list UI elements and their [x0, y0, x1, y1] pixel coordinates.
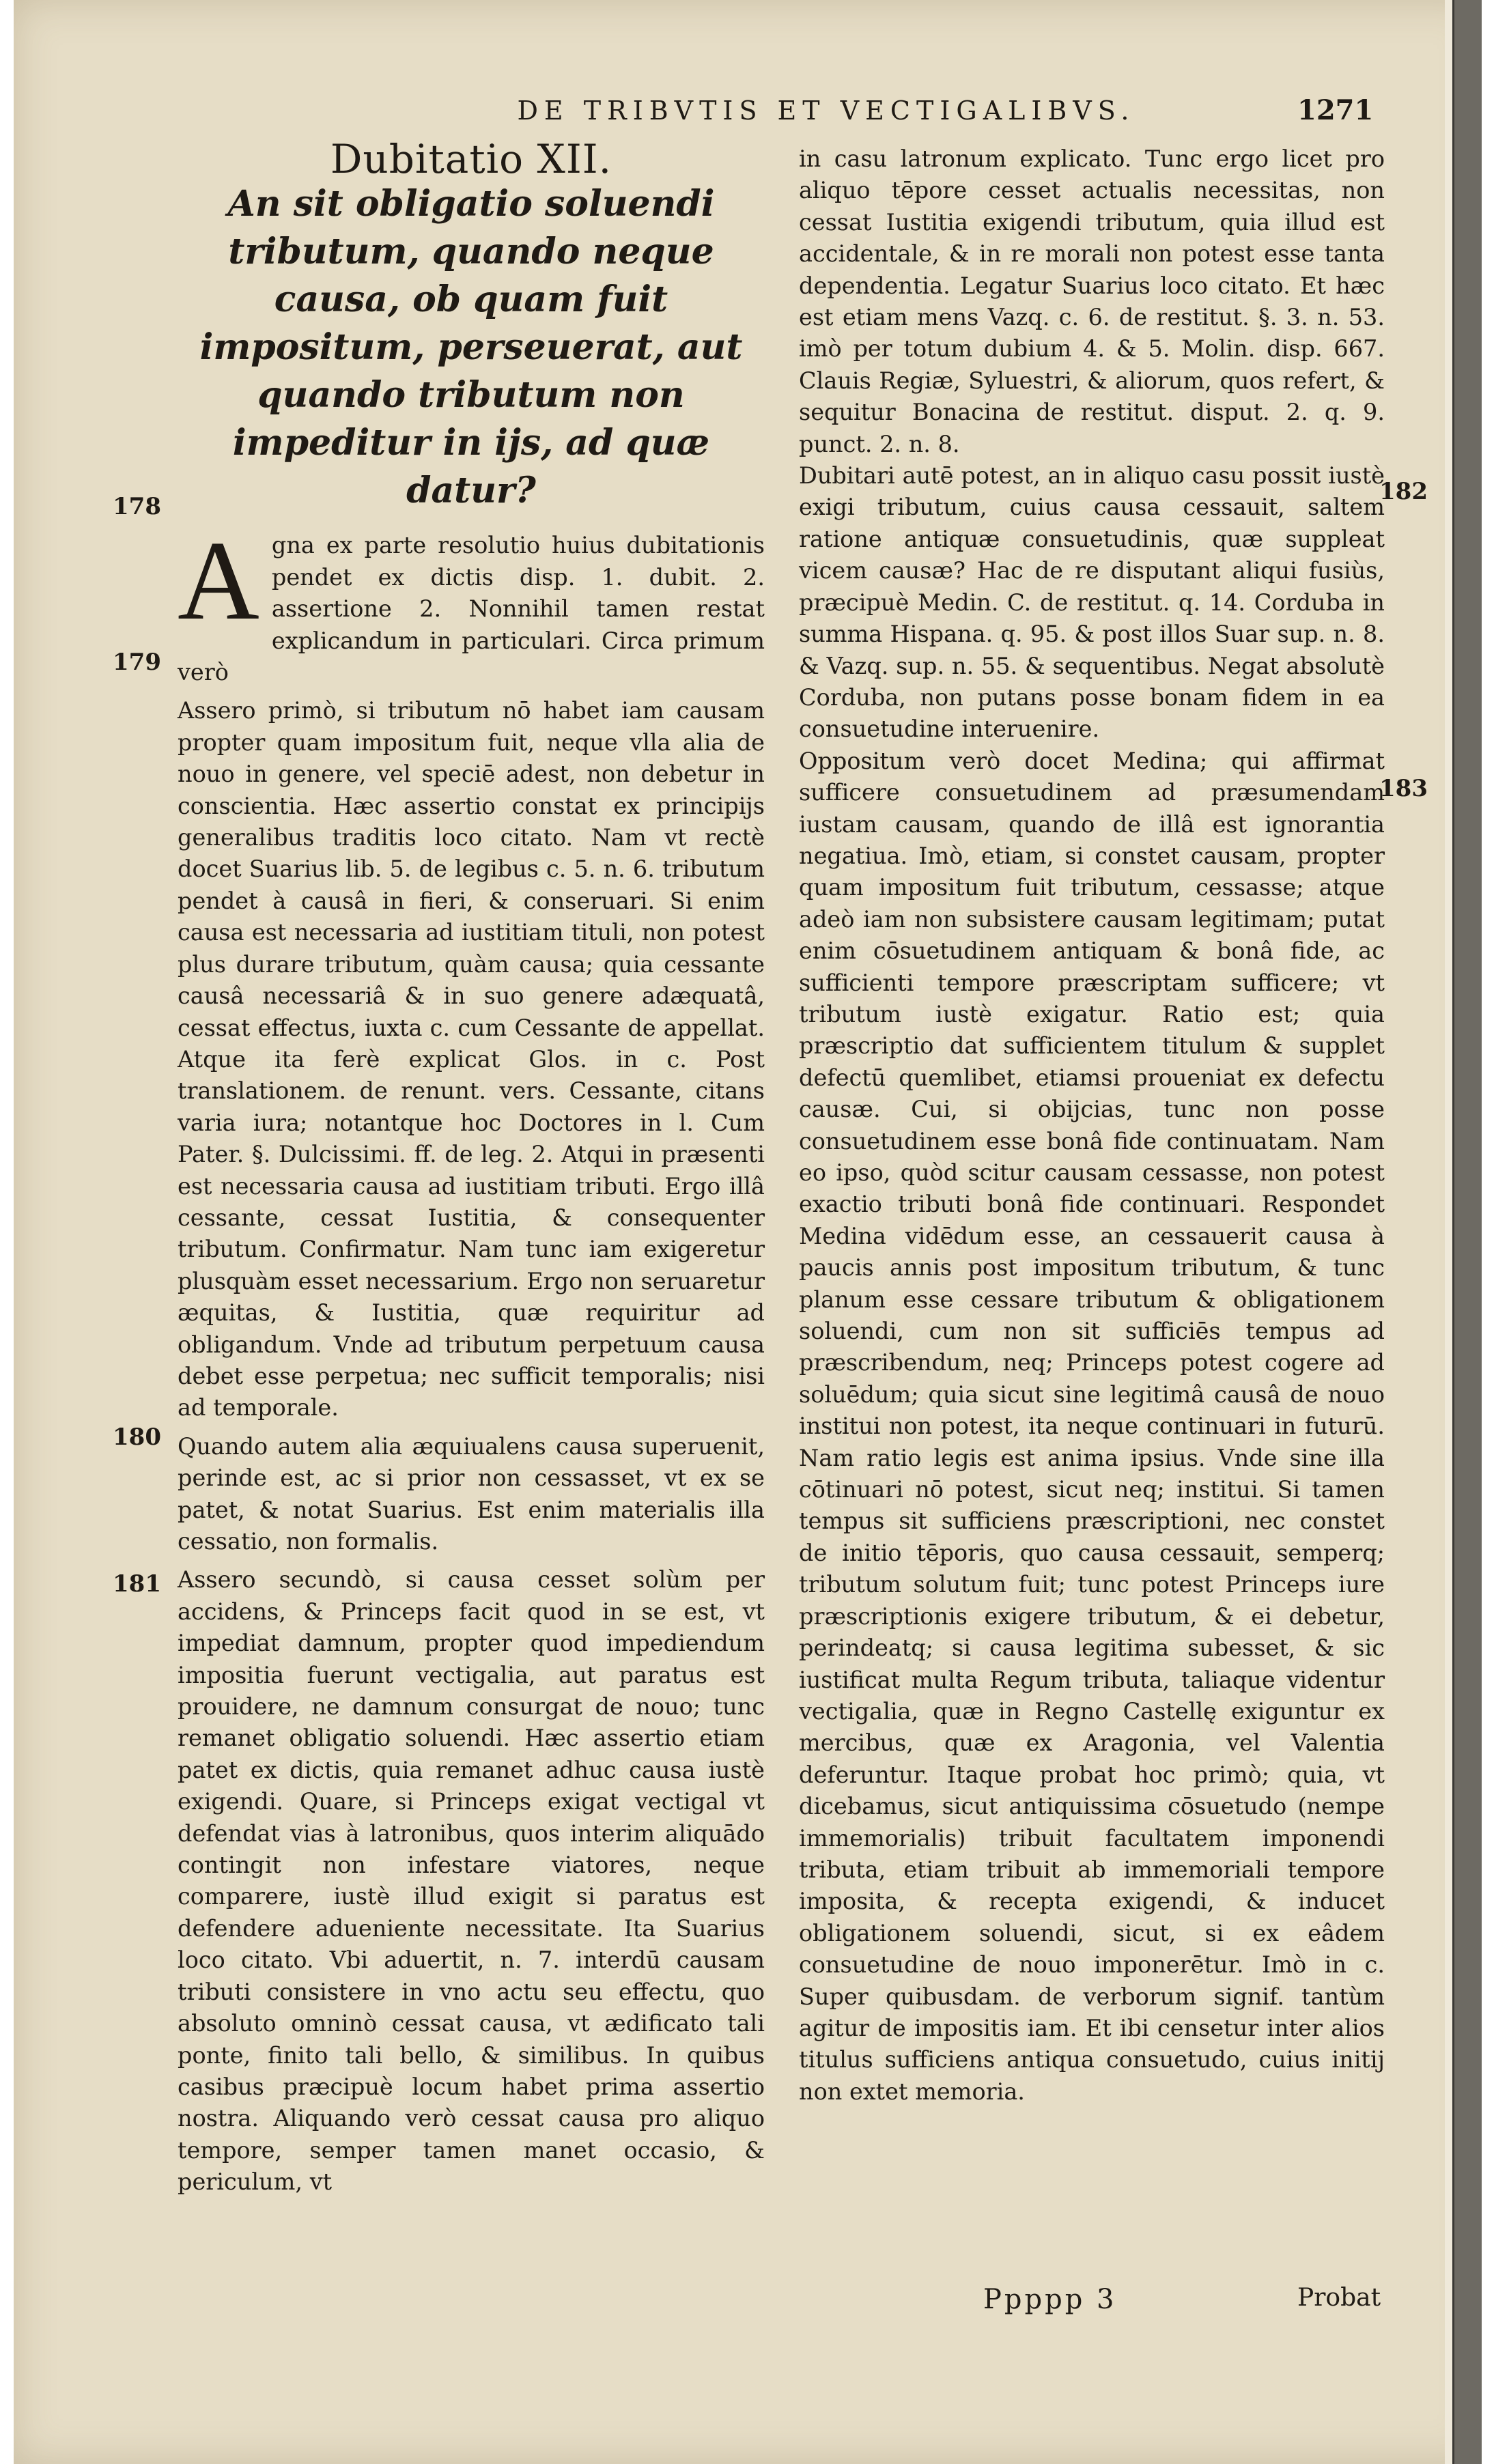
left-column — [178, 136, 765, 2198]
paragraph-179: Assero primò, si tributum nō habet iam causam propter quam impositum fuit, neque vlla alia de nouo in genere, vel speciē adest, non debetur in conscientia. Hæc assertio constat ex principijs generalibus traditis loco citato. Nam vt rectè docet Suarius lib. 5. de legibus c. 5. n. 6. tributum pendet à causâ in fieri, & conseruari. Si enim causa est necessaria ad iustitiam tituli, non potest plus durare tributum, quàm causa; quia cessante causâ necessariâ & in suo genere adæquatâ, cessat effectus, iuxta c. cum Cessante de appellat. Atque ita ferè explicat Glos. in c. Post translationem. de renunt. vers. Cessante, citans varia iura; notantque hoc Doctores in l. Cum Pater. §. Dulcissimi. ff. de leg. 2. Atqui in præsenti est necessaria causa ad iustitiam tributi. Ergo illâ cessante, cessat Iustitia, & consequenter tributum. Confirmatur. Nam tunc iam exigeretur plusquàm esset necessarium. Ergo non seruaretur æquitas, & Iustitia, quæ requiritur ad obligandum. Vnde ad tributum perpetuum causa debet esse perpetua; nec sufficit temporalis; nisi ad temporale. — [178, 697, 765, 1421]
running-head: DE TRIBVTIS ET VECTIGALIBVS. — [517, 96, 1136, 126]
paragraph-178: Agna ex parte resolutio huius dubitationis pendet ex dictis disp. 1. dubit. 2. assertione 2. Nonnihil tamen restat explicandum in particulari. Circa primum verò — [178, 518, 765, 686]
right-column — [799, 143, 1385, 2108]
question-heading: An sit obligatio soluendi tributum, quando neque causa, ob quam fuit impositum, perseuerat, aut quando tributum non impeditur in ijs, ad quæ datur? — [199, 183, 743, 512]
paragraph-181: Assero secundò, si causa cesset solùm per accidens, & Princeps facit quod in se est, vt impediat damnum, propter quod impediendum impositia fuerunt vectigalia, aut paratus est prouidere, ne damnum consurgat de nouo; tunc remanet obligatio soluendi. Hæc assertio etiam patet ex dictis, quia remanet adhuc causa iustè exigendi. Quare, si Princeps exigat vectigal vt defendat vias à latronibus, quos interim aliquādo contingit non infestare viatores, neque comparere, iustè illud exigit si paratus est defendere adueniente necessitate. Ita Suarius loco citato. Vbi aduertit, n. 7. interdū causam tributi consistere in vno actu seu effectu, quo absoluto omninò cessat causa, vt ædificato tali ponte, finito tali bello, & similibus. In quibus casibus præcipuè locum habet prima assertio nostra. Aliquando verò cessat causa pro aliquo tempore, semper tamen manet occasio, & periculum, vt — [178, 1566, 765, 2196]
paragraph-180: Quando autem alia æquiualens causa superuenit, perinde est, ac si prior non cessasset, vt ex se patet, & notat Suarius. Est enim materialis illa cessatio, non formalis. — [178, 1432, 765, 1555]
signature-mark: Ppppp 3 — [983, 2284, 1117, 2315]
section-title: Dubitatio XII. — [330, 136, 612, 182]
page-edge-dark — [1452, 0, 1482, 2464]
margin-number-183: 183 — [1379, 775, 1428, 802]
margin-number-179: 179 — [113, 649, 161, 676]
paragraph-181-cont: in casu latronum explicato. Tunc ergo licet pro aliquo tēpore cesset actualis necessitas, non cessat Iustitia exigendi tributum, quia illud est accidentale, & in re morali non potest esse tanta dependentia. Legatur Suarius loco citato. Et hæc est etiam mens Vazq. c. 6. de restitut. §. 3. n. 53. imò per totum dubium 4. & 5. Molin. disp. 667. Clauis Regiæ, Syluestri, & aliorum, quos refert, & sequitur Bonacina de restitut. disput. 2. q. 9. punct. 2. n. 8. — [799, 145, 1385, 457]
margin-number-181: 181 — [113, 1570, 161, 1598]
paragraph-183: Oppositum verò docet Medina; qui affirmat sufficere consuetudinem ad præsumendam iustam causam, quando de illâ est ignorantia negatiua. Imò, etiam, si constet causam, propter quam impositum fuit tributum, cessasse; atque adeò iam non subsistere causam legitimam; putat enim cōsuetudinem antiquam & bonâ fide, ac sufficienti tempore præscriptam sufficere; vt tributum iustè exigatur. Ratio est; quia præscriptio dat sufficientem titulum & supplet defectū quemlibet, etiamsi proueniat ex defectu causæ. Cui, si obijcias, tunc non posse consuetudinem esse bonâ fide continuatam. Nam eo ipso, quòd scitur causam cessasse, non potest exactio tributi bonâ fide continuari. Respondet Medina vidēdum esse, an cessauerit causa à paucis annis post impositum tributum, & tunc planum esse cessare tributum & obligationem soluendi, cum non sit sufficiēs tempus ad præscribendum, neq; Princeps potest cogere ad soluēdum; quia sicut sine legitimâ causâ de nouo institui non potest, ita neque continuari in futurū. Nam ratio legis est anima ipsius. Vnde sine illa cōtinuari nō potest, sicut neq; institui. Si tamen tempus sit sufficiens præscriptioni, nec constet de initio tēporis, quo causa cessauit, semperq; tributum solutum fuit; tunc potest Princeps iure præscriptionis exigere tributum, & ei debetur, perindeatq; si causa legitima subesset, & sic iustificat multa Regum tributa, taliaque videntur vectigalia, quæ in Regno Castellę exiguntur ex mercibus, quæ ex Aragonia, vel Valentia deferuntur. Itaque probat hoc primò; quia, vt dicebamus, sicut antiquissima cōsuetudo (nempe immemorialis) tribuit facultatem imponendi tributa, etiam tribuit ab immemoriali tempore imposita, & recepta exigendi, & inducet obligationem soluendi, sicut, si ex eâdem consuetudine de nouo imponerētur. Imò in c. Super quibusdam. de verborum signif. tantùm agitur de impositis iam. Et ibi censetur inter alios titulus sufficiens antiqua consuetudo, cuius initij non extet memoria. — [799, 747, 1385, 2105]
paragraph-182: Dubitari autē potest, an in aliquo casu possit iustè exigi tributum, cuius causa cessauit, saltem ratione antiquæ consuetudinis, quæ suppleat vicem causæ? Hac de re disputant aliqui fusiùs, præcipuè Medin. C. de restitut. q. 14. Corduba in summa Hispana. q. 95. & post illos Suar sup. n. 8. & Vazq. sup. n. 55. & sequentibus. Negat absolutè Corduba, non putans posse bonam fidem in ea consuetudine interuenire. — [799, 462, 1385, 743]
margin-number-180: 180 — [113, 1424, 161, 1451]
margin-number-178: 178 — [113, 493, 161, 520]
folio-number: 1271 — [1297, 94, 1374, 126]
catchword: Probat — [1297, 2284, 1381, 2312]
margin-number-182: 182 — [1379, 478, 1428, 505]
book-page — [14, 0, 1482, 2464]
